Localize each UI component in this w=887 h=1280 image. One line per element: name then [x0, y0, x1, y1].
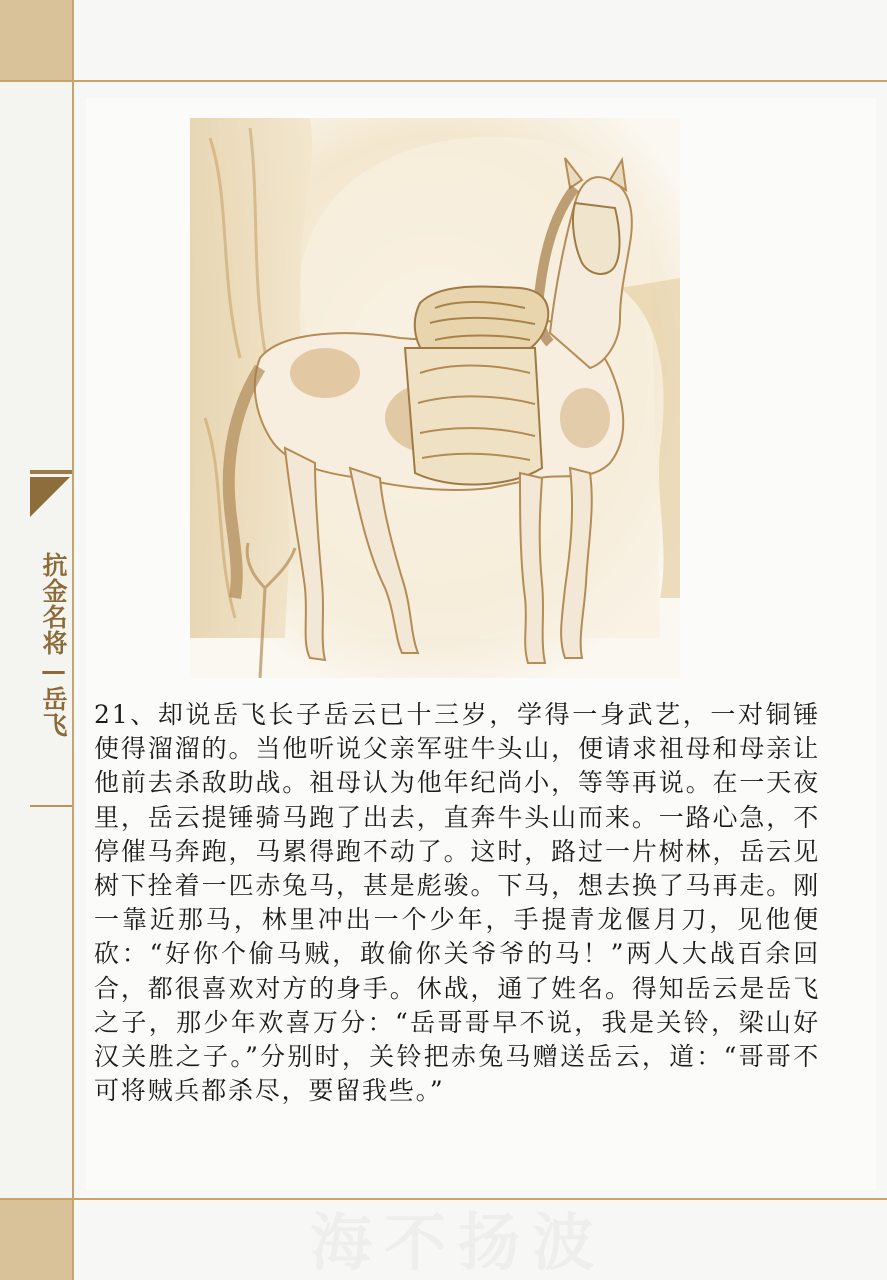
horse-shade-3 — [560, 388, 610, 448]
horse-shade-1 — [290, 348, 360, 398]
story-paragraph: 21、却说岳飞长子岳云已十三岁，学得一身武艺，一对铜锤使得溜溜的。当他听说父亲军驻牛头山，便请求祖母和母亲让他前去杀敌助战。祖母认为他年纪尚小，等等再说。在一天夜里，岳云提锤骑马跑了出去，直奔牛头山而来。一路心急，不停催马奔跑，马累得跑不动了。这时，路过一片树林，岳云见树下拴着一匹赤兔马，甚是彪骏。下马，想去换了马再走。刚一靠近那马，林里冲出一个少年，手提青龙偃月刀，见他便砍：“好你个偷马贼，敢偷你关爷爷的马！”两人大战百余回合，都很喜欢对方的身手。休战，通了姓名。得知岳云是岳飞之子，那少年欢喜万分：“岳哥哥早不说，我是关铃，梁山好汉关胜之子。”分别时，关铃把赤兔马赠送岳云，道：“哥哥不可将贼兵都杀尽，要留我些。” — [94, 700, 820, 1106]
side-title-triangle — [30, 477, 70, 517]
vertical-border-line — [72, 0, 74, 1280]
top-border-line — [0, 80, 887, 82]
story-text — [94, 698, 820, 1108]
top-corner-block — [0, 0, 72, 82]
bottom-border-line — [0, 1198, 887, 1200]
side-title-bottom-rule — [30, 805, 72, 807]
watermark-text: 海不扬波 — [310, 1206, 607, 1279]
side-title: 抗金名将—岳飞 — [39, 552, 68, 738]
saddle-cloth — [405, 348, 542, 484]
horse-illustration-svg — [190, 118, 680, 678]
side-title-top-rule — [30, 470, 72, 474]
horse-illustration — [190, 118, 680, 678]
bottom-corner-block — [0, 1200, 72, 1280]
